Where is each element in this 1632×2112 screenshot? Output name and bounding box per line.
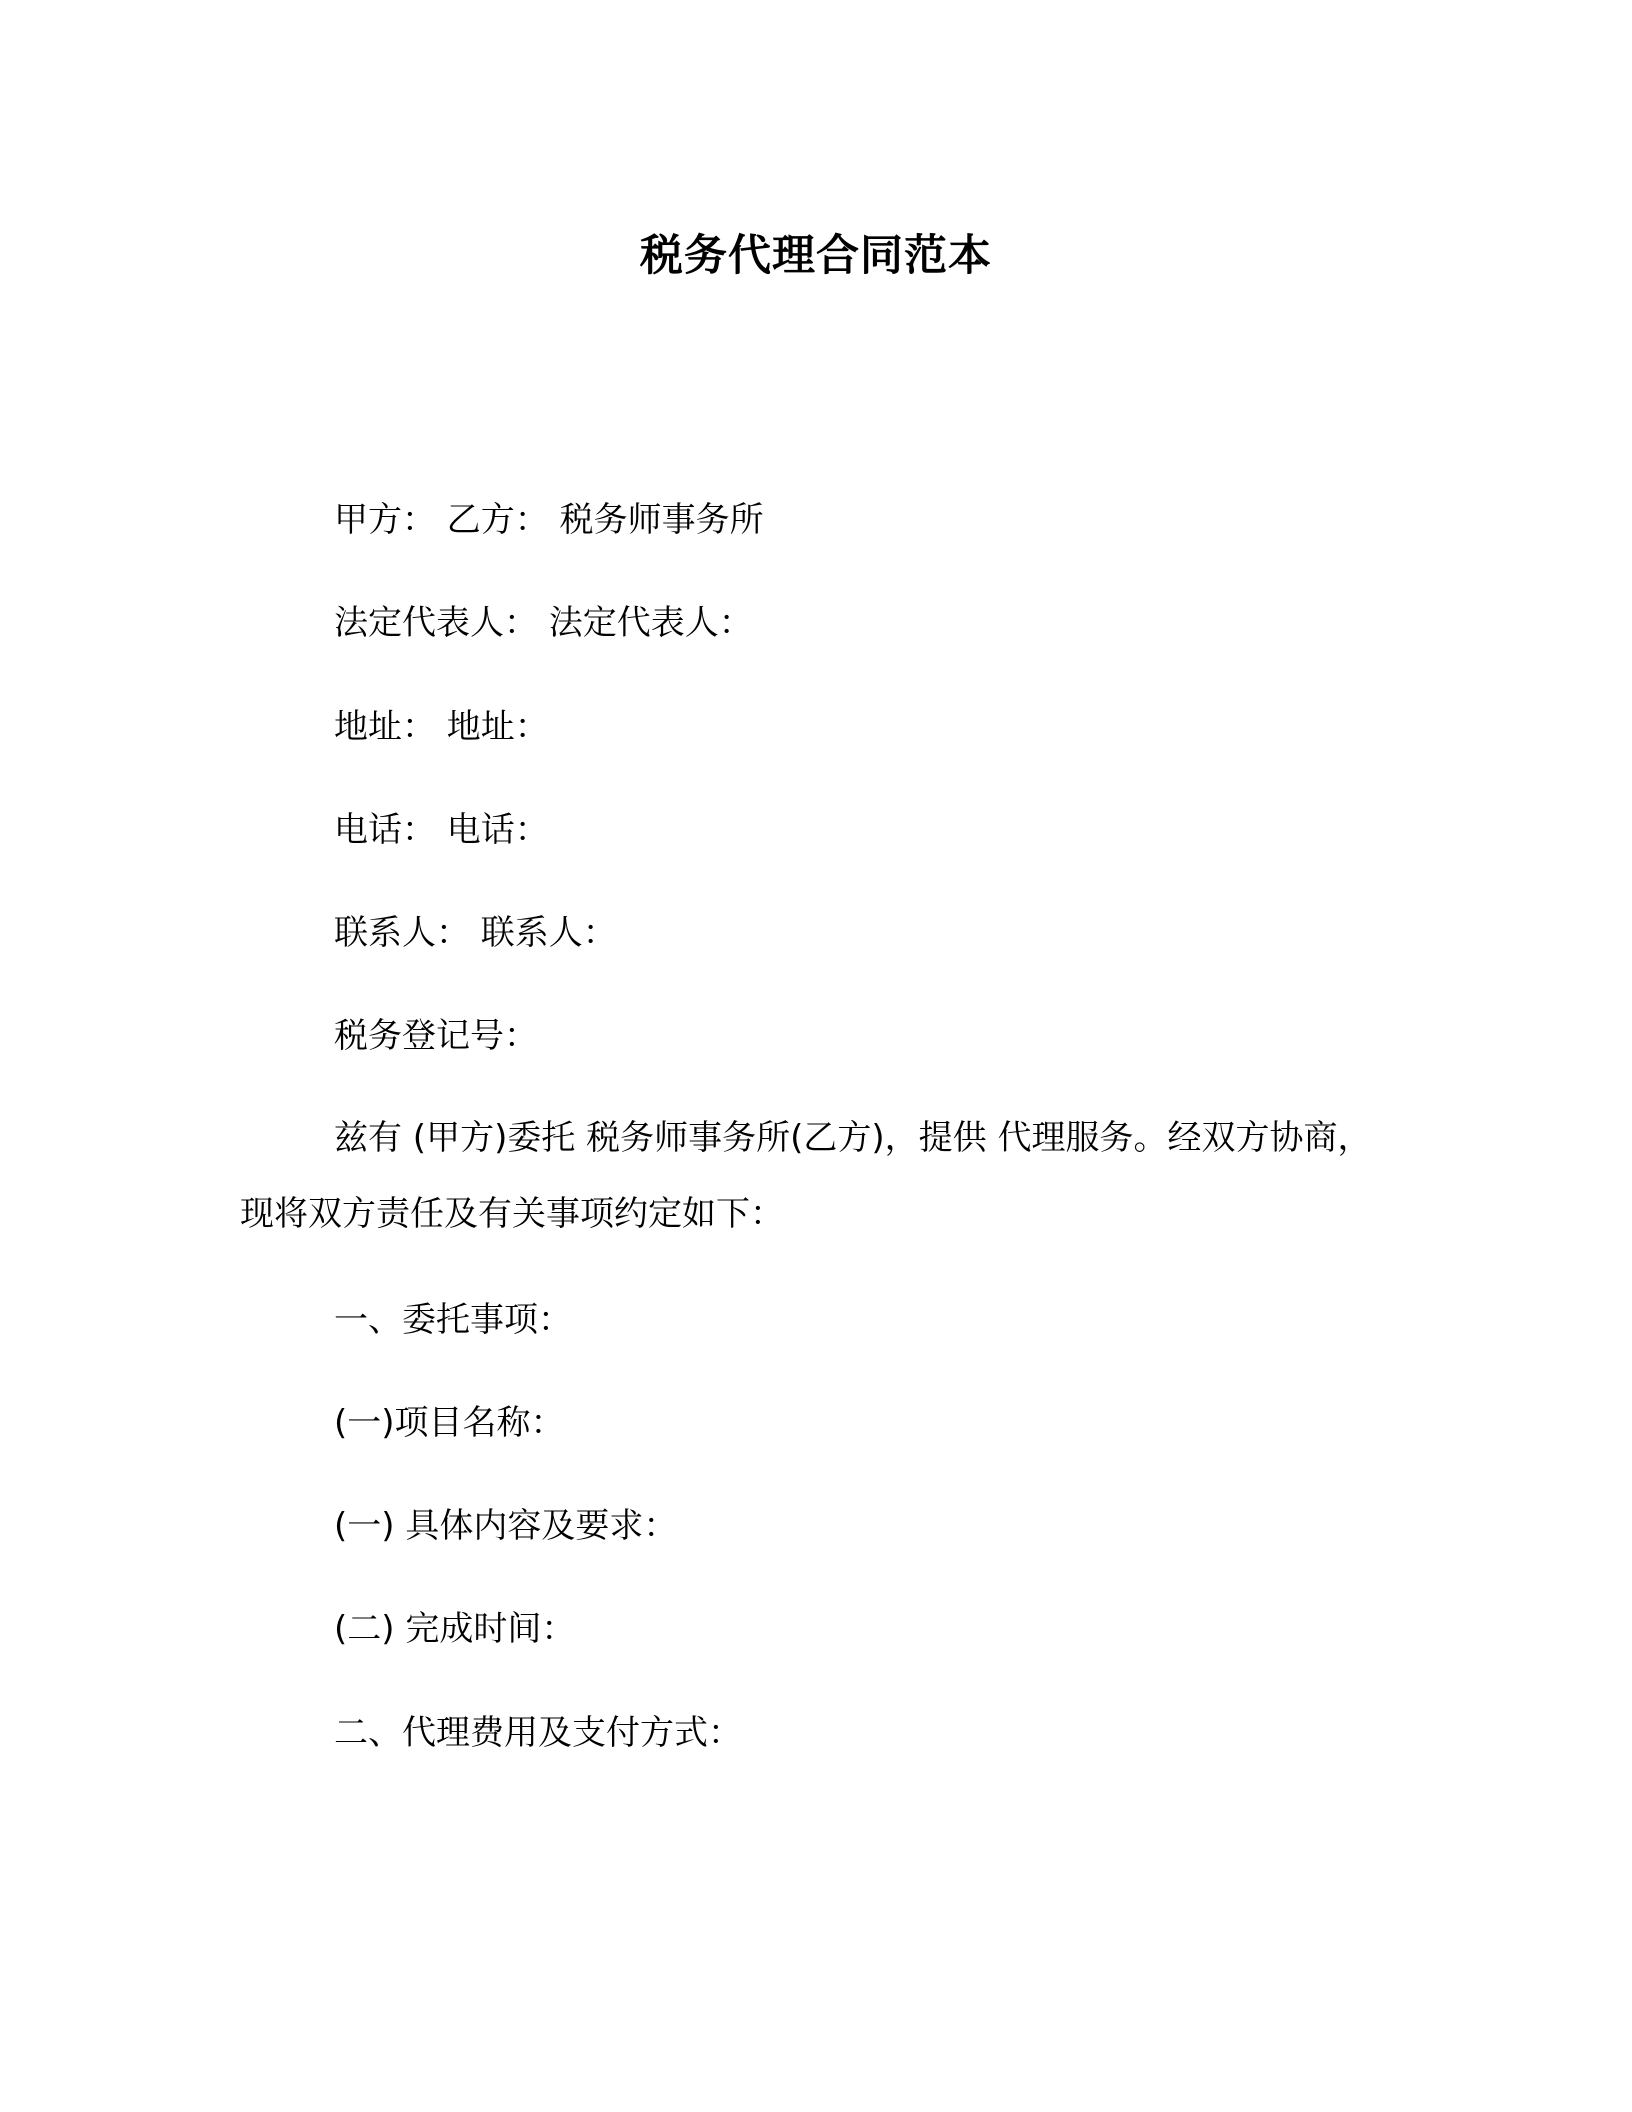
- section-one-heading: 一、委托事项：: [334, 1300, 572, 1340]
- party-names-line: 甲方： 乙方： 税务师事务所: [334, 500, 764, 540]
- tax-registration-line: 税务登记号：: [334, 1016, 538, 1056]
- legal-representative-line: 法定代表人： 法定代表人：: [334, 603, 753, 643]
- section-one-item-content: (一) 具体内容及要求：: [334, 1506, 678, 1546]
- contact-person-line: 联系人： 联系人：: [334, 913, 617, 953]
- section-one-item-project-name: (一)项目名称：: [334, 1403, 565, 1443]
- document-title: 税务代理合同范本: [640, 231, 992, 281]
- intro-paragraph: 兹有 (甲方)委托 税务师事务所(乙方)，提供 代理服务。经双方协商，现将双方责任及有关事项约定如下：: [240, 1118, 1372, 1234]
- phone-line: 电话： 电话：: [334, 810, 549, 850]
- section-two-heading: 二、代理费用及支付方式：: [334, 1713, 742, 1753]
- address-line: 地址： 地址：: [334, 707, 549, 747]
- section-one-item-completion-time: (二) 完成时间：: [334, 1609, 576, 1649]
